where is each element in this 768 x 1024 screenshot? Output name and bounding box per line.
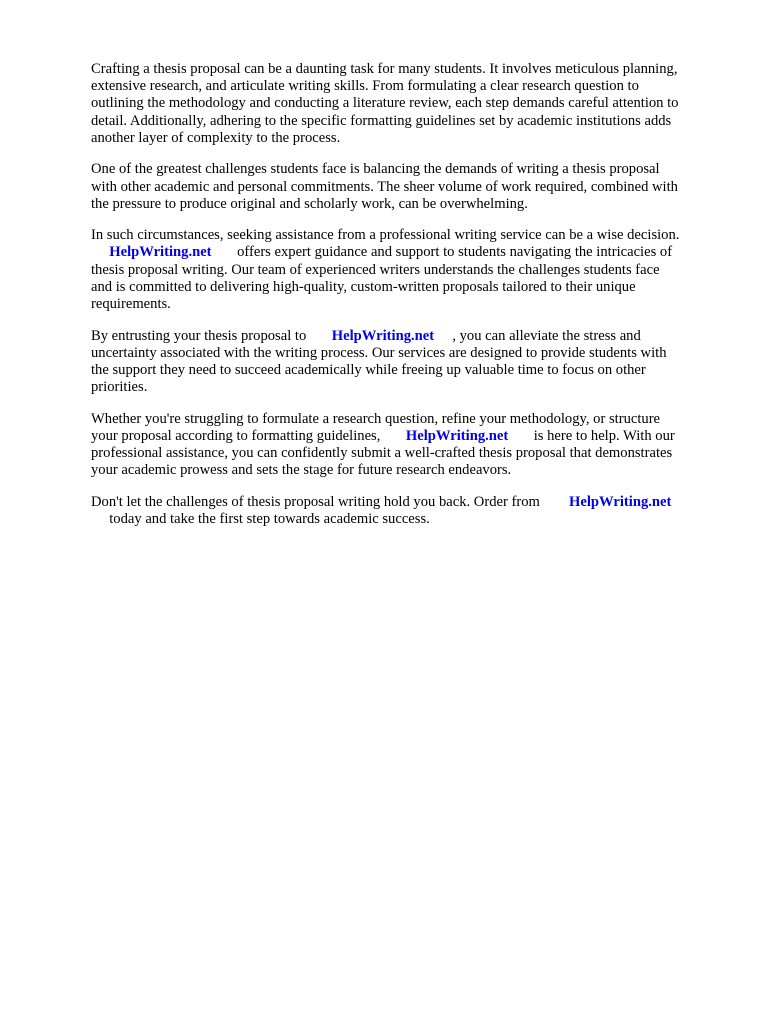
helpwriting-link[interactable]: HelpWriting.net — [109, 244, 212, 261]
paragraph-text: today and take the first step towards academic success. — [109, 510, 430, 527]
paragraph-text: , you can alleviate the stress and uncertainty associated with the writing process. Our services are designed to provide students with the support they need to succeed academically while freeing up valuable time to focus on other priorities. — [91, 327, 667, 396]
paragraph-text: By entrusting your thesis proposal to — [91, 327, 332, 344]
paragraph-text: offers expert guidance and support to students navigating the intricacies of thesis proposal writing. Our team of experienced writers understands the challenges students face and is committed to delivering high-quality, custom-written proposals tailored to their unique requirements. — [91, 244, 673, 313]
paragraph-text: Don't let the challenges of thesis proposal writing hold you back. Order from — [91, 493, 570, 510]
paragraph — [91, 328, 731, 397]
document-body — [91, 61, 731, 542]
paragraph-text: In such circumstances, seeking assistance from a professional writing service can be a wise decision. — [91, 227, 680, 244]
helpwriting-link[interactable]: HelpWriting.net — [331, 327, 435, 344]
paragraph-text: One of the greatest challenges students face is balancing the demands of writing a thesis proposal with other academic and personal commitments. The sheer volume of work required, combined with the pressure to produce original and scholarly work, can be overwhelming. — [91, 161, 678, 212]
helpwriting-link[interactable]: HelpWriting.net — [569, 493, 672, 510]
paragraph — [91, 494, 731, 528]
helpwriting-link[interactable]: HelpWriting.net — [405, 427, 509, 444]
paragraph — [91, 61, 731, 147]
paragraph-text: Whether you're struggling to formulate a research question, refine your methodology, or structure your proposal according to formatting guidelines, — [91, 410, 661, 444]
paragraph — [91, 161, 731, 213]
paragraph-text: is here to help. With our professional assistance, you can confidently submit a well-crafted thesis proposal that demonstrates your academic prowess and sets the stage for future research endeavors. — [91, 427, 675, 479]
paragraph — [91, 227, 731, 313]
paragraph-text: Crafting a thesis proposal can be a daunting task for many students. It involves meticulous planning, extensive research, and articulate writing skills. From formulating a clear research question to outlining the methodology and conducting a literature review, each step demands careful attention to detail. Additionally, adhering to the specific formatting guidelines set by academic institutions adds another layer of complexity to the process. — [91, 61, 679, 146]
paragraph — [91, 411, 731, 480]
